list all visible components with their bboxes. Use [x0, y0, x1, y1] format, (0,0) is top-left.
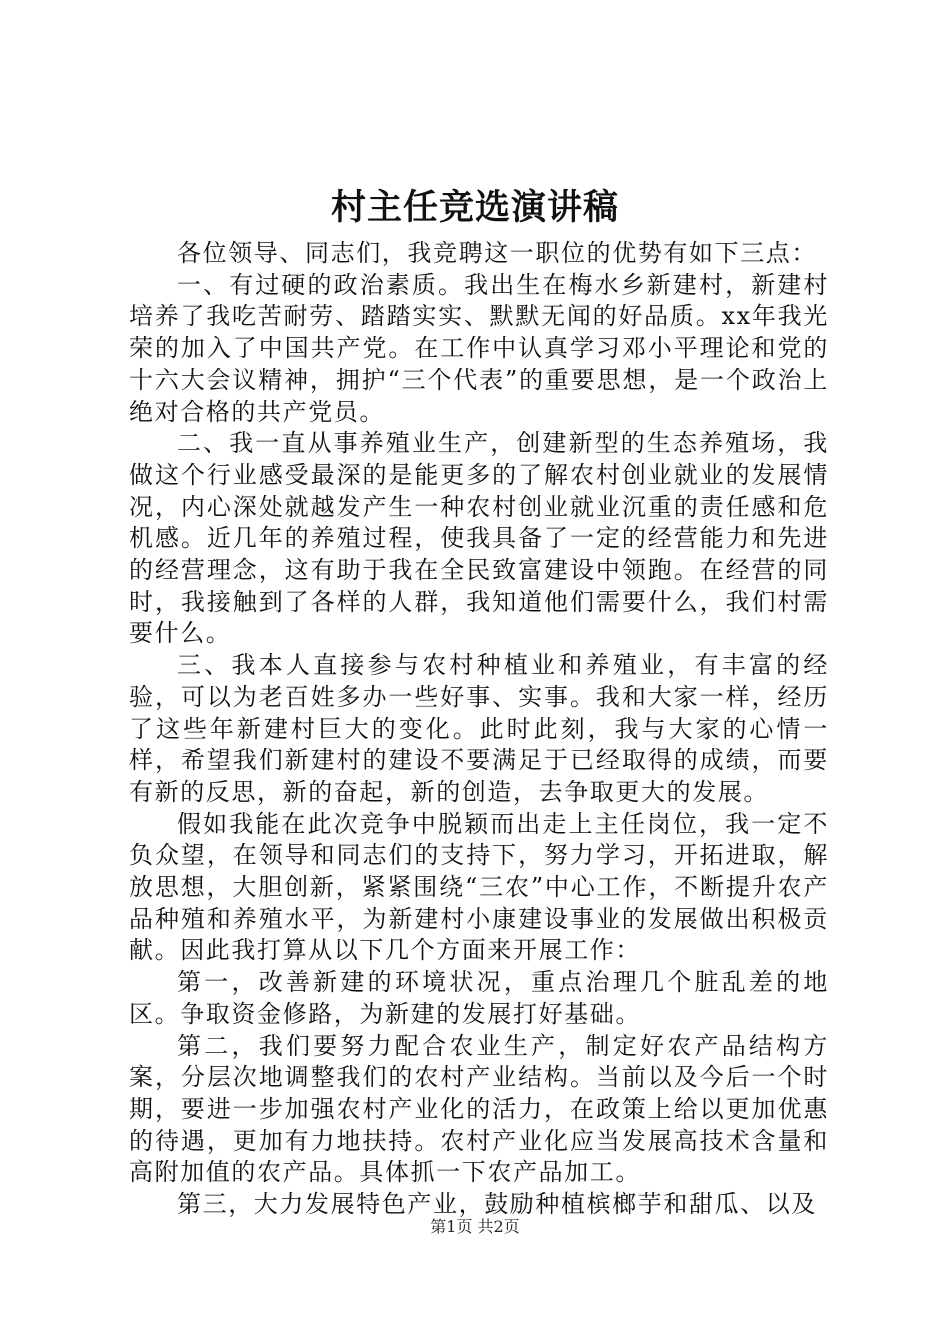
paragraph-point-three: 三、我本人直接参与农村种植业和养殖业，有丰富的经验，可以为老百姓多办一些好事、实事。我和大家一样，经历了这些年新建村巨大的变化。此时此刻，我与大家的心情一样，希望我们新建村的建设不要满足于已经取得的成绩，而要有新的反思，新的奋起，新的创造，去争取更大的发展。 — [129, 651, 829, 806]
page-footer: 第1页 共2页 — [430, 1217, 520, 1236]
paragraph-plan-third: 第三，大力发展特色产业，鼓励种植槟榔芋和甜瓜、以及 — [177, 1190, 817, 1219]
paragraph-plan-first: 第一，改善新建的环境状况，重点治理几个脏乱差的地区。争取资金修路，为新建的发展打好基础。 — [129, 968, 829, 1028]
paragraph-commitment: 假如我能在此次竞争中脱颖而出走上主任岗位，我一定不负众望，在领导和同志们的支持下，努力学习，开拓进取，解放思想，大胆创新，紧紧围绕“三农”中心工作，不断提升农产品种殖和养殖水平，为新建村小康建设事业的发展做出积极贡献。因此我打算从以下几个方面来开展工作： — [129, 809, 829, 965]
paragraph-greeting: 各位领导、同志们，我竞聘这一职位的优势有如下三点： — [177, 239, 817, 267]
document-body — [129, 238, 829, 1221]
paragraph-point-one: 一、有过硬的政治素质。我出生在梅水乡新建村，新建村培养了我吃苦耐劳、踏踏实实、默默无闻的好品质。xx年我光荣的加入了中国共产党。在工作中认真学习邓小平理论和党的十六大会议精神，拥护“三个代表”的重要思想，是一个政治上绝对合格的共产党员。 — [129, 270, 829, 426]
paragraph-point-two: 二、我一直从事养殖业生产，创建新型的生态养殖场，我做这个行业感受最深的是能更多的了解农村创业就业的发展情况，内心深处就越发产生一种农村创业就业沉重的责任感和危机感。近几年的养殖过程，使我具备了一定的经营能力和先进的经营理念，这有助于我在全民致富建设中领跑。在经营的同时，我接触到了各样的人群，我知道他们需要什么，我们村需要什么。 — [129, 429, 829, 648]
paragraph-plan-second: 第二，我们要努力配合农业生产，制定好农产品结构方案，分层次地调整我们的农村产业结构。当前以及今后一个时期，要进一步加强农村产业化的活力，在政策上给以更加优惠的待遇，更加有力地扶持。农村产业化应当发展高技术含量和高附加值的农产品。具体抓一下农产品加工。 — [129, 1031, 829, 1187]
document-title: 村主任竞选演讲稿 — [330, 187, 619, 228]
